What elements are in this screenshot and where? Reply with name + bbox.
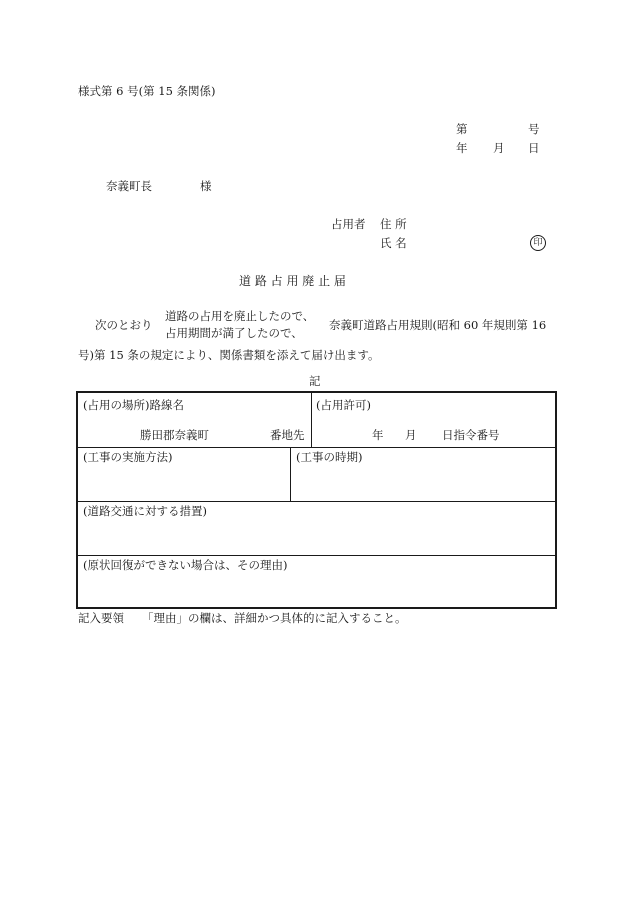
notes-label: 記入要領 [78, 611, 124, 625]
body-option-2: 占用期間が満了したので、 [165, 326, 303, 340]
addressee-title: 奈義町長 [106, 179, 152, 193]
addressee-honorific: 様 [200, 179, 212, 193]
date-month-label: 月 [493, 141, 505, 155]
number-label-dai: 第 [456, 122, 468, 136]
body-rule-reference: 奈義町道路占用規則(昭和 60 年規則第 16 [329, 318, 547, 332]
permit-label: (占用許可) [316, 398, 371, 412]
body-lead: 次のとおり [95, 318, 153, 332]
name-label: 氏 名 [380, 236, 407, 250]
form-table [76, 391, 557, 609]
permit-day-number: 日指令番号 [442, 428, 500, 442]
ki-heading: 記 [309, 374, 321, 388]
seal-mark: 印 [530, 235, 546, 251]
address-label: 住 所 [380, 217, 407, 231]
permit-month: 月 [405, 428, 417, 442]
permit-year: 年 [372, 428, 384, 442]
traffic-measures-label: (道路交通に対する措置) [83, 504, 207, 518]
notes-text: 「理由」の欄は、詳細かつ具体的に記入すること。 [142, 611, 407, 625]
body-line-2: 号)第 15 条の規定により、関係書類を添えて届け出ます。 [78, 348, 380, 362]
body-option-1: 道路の占用を廃止したので、 [165, 309, 315, 323]
form-number: 様式第 6 号(第 15 条関係) [78, 84, 216, 98]
row-divider [78, 555, 555, 556]
date-year-label: 年 [456, 141, 468, 155]
place-label: (占用の場所)路線名 [83, 398, 184, 412]
place-lot: 番地先 [270, 428, 305, 442]
period-label: (工事の時期) [296, 450, 363, 464]
document-title: 道 路 占 用 廃 止 届 [239, 274, 346, 288]
place-town: 勝田郡奈義町 [140, 428, 209, 442]
occupant-label: 占用者 [331, 217, 366, 231]
column-divider [311, 393, 312, 447]
date-day-label: 日 [528, 141, 540, 155]
number-label-go: 号 [528, 122, 540, 136]
method-label: (工事の実施方法) [83, 450, 173, 464]
row-divider [78, 501, 555, 502]
row-divider [78, 447, 555, 448]
column-divider [290, 447, 291, 501]
reason-label: (原状回復ができない場合は、その理由) [83, 558, 288, 572]
